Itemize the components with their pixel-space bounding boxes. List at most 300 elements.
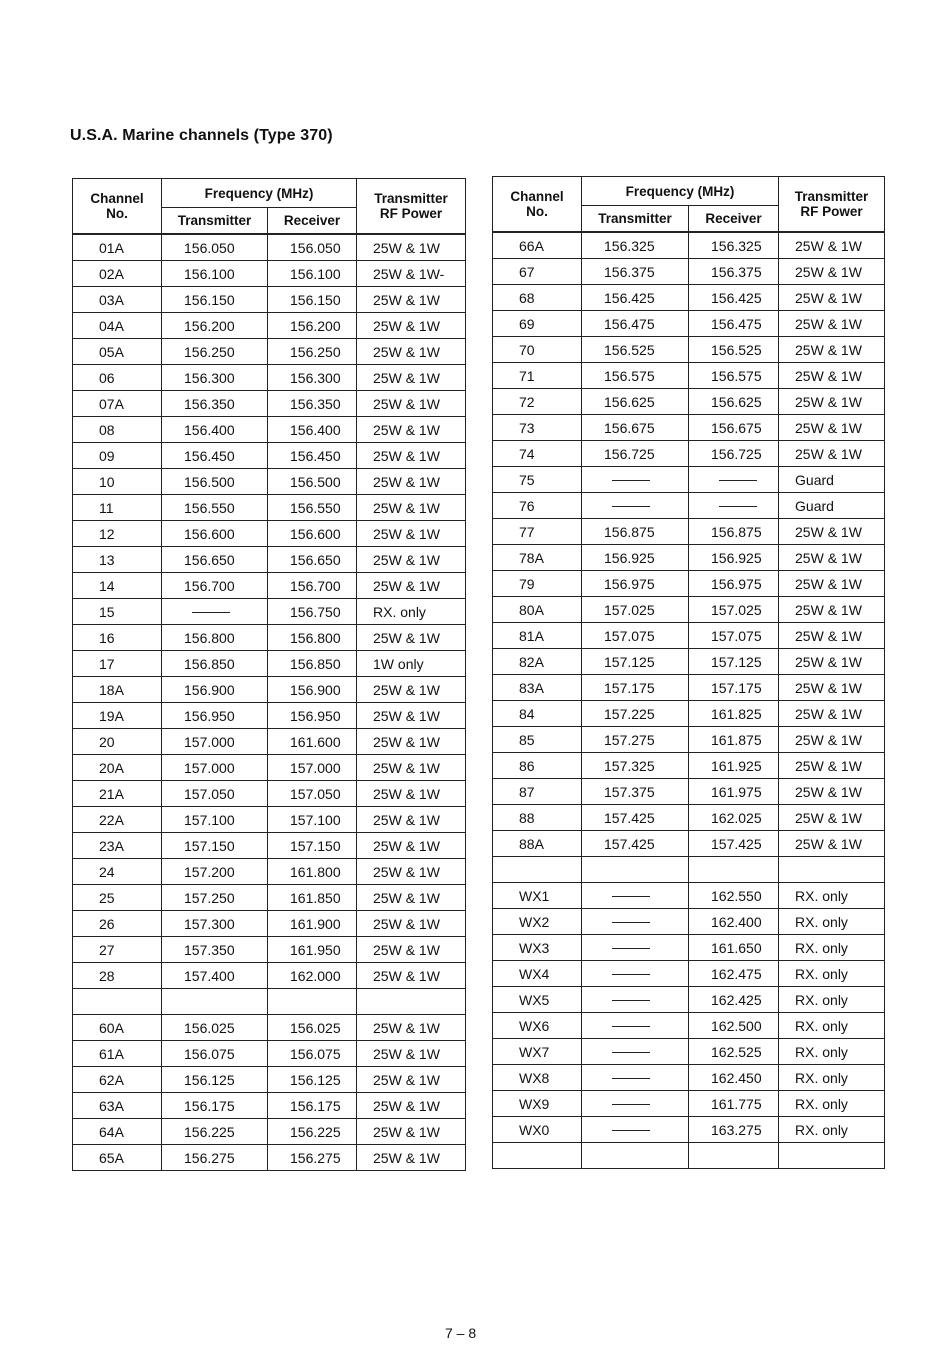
transmitter-cell: 156.150: [162, 287, 268, 313]
transmitter-cell: [582, 1039, 689, 1065]
table-row: [493, 441, 885, 467]
table-row: [493, 753, 885, 779]
transmitter-cell: [582, 493, 689, 519]
power-cell: 25W & 1W: [357, 1093, 466, 1119]
table-row: [493, 1039, 885, 1065]
transmitter-cell: 156.100: [162, 261, 268, 287]
transmitter-cell: 157.000: [162, 729, 268, 755]
header-power-line1: Transmitter: [794, 189, 869, 204]
header-frequency: Frequency (MHz): [582, 177, 779, 206]
power-cell: 25W & 1W: [779, 805, 885, 831]
channel-cell: 82A: [493, 649, 582, 675]
table-row: [493, 519, 885, 545]
channel-cell: 81A: [493, 623, 582, 649]
power-cell: RX. only: [779, 935, 885, 961]
dash-mark: [612, 506, 650, 507]
channel-cell: 76: [493, 493, 582, 519]
table-row: [73, 963, 466, 989]
table-row: [493, 857, 885, 883]
receiver-cell: 156.875: [689, 519, 779, 545]
transmitter-cell: 156.250: [162, 339, 268, 365]
channel-cell: WX3: [493, 935, 582, 961]
header-frequency: Frequency (MHz): [162, 179, 357, 208]
transmitter-cell: 157.175: [582, 675, 689, 701]
channel-cell: [493, 857, 582, 883]
table-row: [493, 259, 885, 285]
receiver-cell: 156.975: [689, 571, 779, 597]
dash-mark: [719, 506, 757, 507]
transmitter-cell: 157.250: [162, 885, 268, 911]
channel-cell: 22A: [73, 807, 162, 833]
transmitter-cell: [582, 1091, 689, 1117]
transmitter-cell: 157.050: [162, 781, 268, 807]
power-cell: RX. only: [779, 1117, 885, 1143]
receiver-cell: 156.275: [268, 1145, 357, 1171]
transmitter-cell: 157.325: [582, 753, 689, 779]
table-row: [73, 1015, 466, 1041]
transmitter-cell: 156.975: [582, 571, 689, 597]
table-row: [493, 493, 885, 519]
power-cell: 25W & 1W: [779, 831, 885, 857]
table-row: [73, 547, 466, 573]
channel-cell: 80A: [493, 597, 582, 623]
receiver-cell: 156.725: [689, 441, 779, 467]
transmitter-cell: [162, 599, 268, 625]
power-cell: RX. only: [779, 1039, 885, 1065]
receiver-cell: 156.050: [268, 234, 357, 261]
table-row: [493, 649, 885, 675]
receiver-cell: 156.250: [268, 339, 357, 365]
transmitter-cell: 157.000: [162, 755, 268, 781]
receiver-cell: 156.650: [268, 547, 357, 573]
transmitter-cell: [582, 909, 689, 935]
power-cell: [357, 989, 466, 1015]
receiver-cell: 162.550: [689, 883, 779, 909]
header-transmitter: Transmitter: [582, 206, 689, 233]
power-cell: 25W & 1W: [779, 727, 885, 753]
power-cell: RX. only: [779, 1065, 885, 1091]
table-row: [493, 1065, 885, 1091]
receiver-cell: 156.350: [268, 391, 357, 417]
header-channel-no: No.: [526, 204, 548, 219]
channel-cell: [493, 1143, 582, 1169]
table-row: [73, 1067, 466, 1093]
channel-cell: 11: [73, 495, 162, 521]
transmitter-cell: [582, 467, 689, 493]
receiver-cell: 162.000: [268, 963, 357, 989]
transmitter-cell: 156.850: [162, 651, 268, 677]
table-row: [493, 1091, 885, 1117]
header-receiver: Receiver: [268, 208, 357, 235]
power-cell: 25W & 1W: [357, 807, 466, 833]
transmitter-cell: 156.575: [582, 363, 689, 389]
receiver-cell: [689, 1143, 779, 1169]
table-row: [73, 989, 466, 1015]
channel-cell: WX8: [493, 1065, 582, 1091]
channel-cell: 83A: [493, 675, 582, 701]
power-cell: 25W & 1W: [779, 545, 885, 571]
transmitter-cell: 157.025: [582, 597, 689, 623]
channel-cell: 17: [73, 651, 162, 677]
receiver-cell: 162.525: [689, 1039, 779, 1065]
receiver-cell: [689, 493, 779, 519]
channel-cell: 10: [73, 469, 162, 495]
power-cell: 25W & 1W: [357, 1145, 466, 1171]
transmitter-cell: 156.725: [582, 441, 689, 467]
table-row: [493, 415, 885, 441]
table-row: [73, 339, 466, 365]
table-row: [493, 961, 885, 987]
transmitter-cell: 156.425: [582, 285, 689, 311]
transmitter-cell: 157.300: [162, 911, 268, 937]
transmitter-cell: 156.700: [162, 573, 268, 599]
channel-cell: 65A: [73, 1145, 162, 1171]
transmitter-cell: 156.550: [162, 495, 268, 521]
receiver-cell: 162.025: [689, 805, 779, 831]
table-row: [73, 287, 466, 313]
table-row: [493, 987, 885, 1013]
dash-mark: [612, 922, 650, 923]
channel-cell: 25: [73, 885, 162, 911]
channel-cell: WX5: [493, 987, 582, 1013]
power-cell: 25W & 1W: [357, 443, 466, 469]
dash-mark: [612, 1026, 650, 1027]
power-cell: Guard: [779, 493, 885, 519]
receiver-cell: 156.150: [268, 287, 357, 313]
channel-table-right-body: [493, 232, 885, 1169]
channel-cell: 15: [73, 599, 162, 625]
power-cell: 25W & 1W-: [357, 261, 466, 287]
channel-cell: WX4: [493, 961, 582, 987]
power-cell: 25W & 1W: [779, 519, 885, 545]
transmitter-cell: 157.425: [582, 831, 689, 857]
table-row: [493, 571, 885, 597]
receiver-cell: 156.100: [268, 261, 357, 287]
receiver-cell: 156.625: [689, 389, 779, 415]
receiver-cell: 156.225: [268, 1119, 357, 1145]
receiver-cell: 163.275: [689, 1117, 779, 1143]
receiver-cell: 157.025: [689, 597, 779, 623]
receiver-cell: 161.600: [268, 729, 357, 755]
transmitter-cell: 157.100: [162, 807, 268, 833]
receiver-cell: 156.375: [689, 259, 779, 285]
transmitter-cell: 156.900: [162, 677, 268, 703]
power-cell: 25W & 1W: [357, 521, 466, 547]
transmitter-cell: 156.925: [582, 545, 689, 571]
transmitter-cell: 156.025: [162, 1015, 268, 1041]
header-power-line1: Transmitter: [374, 191, 448, 206]
channel-cell: 05A: [73, 339, 162, 365]
table-row: [73, 443, 466, 469]
power-cell: Guard: [779, 467, 885, 493]
channel-cell: 60A: [73, 1015, 162, 1041]
receiver-cell: 161.850: [268, 885, 357, 911]
table-row: [73, 651, 466, 677]
power-cell: 25W & 1W: [357, 937, 466, 963]
channel-cell: 26: [73, 911, 162, 937]
table-row: [73, 755, 466, 781]
table-row: [493, 935, 885, 961]
power-cell: 25W & 1W: [779, 701, 885, 727]
power-cell: 25W & 1W: [357, 495, 466, 521]
table-row: [493, 1013, 885, 1039]
channel-cell: 27: [73, 937, 162, 963]
channel-cell: 18A: [73, 677, 162, 703]
channel-cell: 08: [73, 417, 162, 443]
transmitter-cell: 156.050: [162, 234, 268, 261]
power-cell: RX. only: [779, 883, 885, 909]
power-cell: [779, 1143, 885, 1169]
receiver-cell: 162.400: [689, 909, 779, 935]
table-row: [493, 883, 885, 909]
power-cell: 25W & 1W: [357, 703, 466, 729]
receiver-cell: 157.150: [268, 833, 357, 859]
table-row: [73, 599, 466, 625]
channel-cell: 87: [493, 779, 582, 805]
receiver-cell: 157.125: [689, 649, 779, 675]
transmitter-cell: 156.625: [582, 389, 689, 415]
power-cell: 25W & 1W: [357, 469, 466, 495]
dash-mark: [612, 1104, 650, 1105]
transmitter-cell: 156.800: [162, 625, 268, 651]
power-cell: 25W & 1W: [357, 885, 466, 911]
receiver-cell: 156.425: [689, 285, 779, 311]
table-row: [493, 831, 885, 857]
header-channel-label: Channel: [90, 191, 144, 206]
power-cell: 25W & 1W: [357, 339, 466, 365]
power-cell: 25W & 1W: [357, 313, 466, 339]
transmitter-cell: 156.400: [162, 417, 268, 443]
power-cell: 25W & 1W: [357, 287, 466, 313]
channel-cell: 70: [493, 337, 582, 363]
header-channel-no: No.: [106, 206, 128, 221]
table-row: [73, 885, 466, 911]
channel-cell: 63A: [73, 1093, 162, 1119]
receiver-cell: 156.850: [268, 651, 357, 677]
transmitter-cell: 157.150: [162, 833, 268, 859]
channel-cell: WX6: [493, 1013, 582, 1039]
channel-cell: 61A: [73, 1041, 162, 1067]
receiver-cell: 156.125: [268, 1067, 357, 1093]
table-row: [73, 859, 466, 885]
table-row: [73, 625, 466, 651]
transmitter-cell: 156.350: [162, 391, 268, 417]
receiver-cell: 161.975: [689, 779, 779, 805]
receiver-cell: 161.825: [689, 701, 779, 727]
transmitter-cell: 156.675: [582, 415, 689, 441]
transmitter-cell: 156.450: [162, 443, 268, 469]
receiver-cell: 162.500: [689, 1013, 779, 1039]
transmitter-cell: [582, 987, 689, 1013]
table-row: [73, 521, 466, 547]
transmitter-cell: 156.375: [582, 259, 689, 285]
table-row: [493, 727, 885, 753]
power-cell: 25W & 1W: [357, 417, 466, 443]
table-row: [493, 311, 885, 337]
page-number: 7 – 8: [445, 1325, 477, 1341]
power-cell: 25W & 1W: [779, 441, 885, 467]
table-row: [73, 391, 466, 417]
receiver-cell: 156.675: [689, 415, 779, 441]
power-cell: 25W & 1W: [357, 625, 466, 651]
transmitter-cell: 156.200: [162, 313, 268, 339]
channel-cell: 67: [493, 259, 582, 285]
transmitter-cell: [582, 1013, 689, 1039]
receiver-cell: 156.400: [268, 417, 357, 443]
table-row: [73, 1041, 466, 1067]
power-cell: 25W & 1W: [357, 1041, 466, 1067]
receiver-cell: 161.900: [268, 911, 357, 937]
transmitter-cell: 157.375: [582, 779, 689, 805]
transmitter-cell: 156.875: [582, 519, 689, 545]
receiver-cell: [268, 989, 357, 1015]
power-cell: 25W & 1W: [357, 573, 466, 599]
receiver-cell: 161.800: [268, 859, 357, 885]
receiver-cell: 156.450: [268, 443, 357, 469]
channel-cell: WX9: [493, 1091, 582, 1117]
channel-cell: 72: [493, 389, 582, 415]
receiver-cell: 161.950: [268, 937, 357, 963]
channel-cell: 62A: [73, 1067, 162, 1093]
table-row: [493, 909, 885, 935]
transmitter-cell: [582, 961, 689, 987]
table-row: [73, 703, 466, 729]
channel-cell: 88: [493, 805, 582, 831]
channel-table-left: [72, 178, 466, 1171]
power-cell: 25W & 1W: [779, 363, 885, 389]
power-cell: 25W & 1W: [779, 389, 885, 415]
channel-cell: 85: [493, 727, 582, 753]
receiver-cell: 156.300: [268, 365, 357, 391]
transmitter-cell: 156.475: [582, 311, 689, 337]
table-row: [493, 805, 885, 831]
transmitter-cell: [162, 989, 268, 1015]
channel-cell: 09: [73, 443, 162, 469]
power-cell: RX. only: [779, 1091, 885, 1117]
transmitter-cell: 157.075: [582, 623, 689, 649]
transmitter-cell: 156.225: [162, 1119, 268, 1145]
transmitter-cell: 157.225: [582, 701, 689, 727]
table-row: [493, 1143, 885, 1169]
receiver-cell: 156.575: [689, 363, 779, 389]
power-cell: 25W & 1W: [779, 415, 885, 441]
receiver-cell: 162.450: [689, 1065, 779, 1091]
receiver-cell: 162.425: [689, 987, 779, 1013]
power-cell: 25W & 1W: [779, 337, 885, 363]
transmitter-cell: [582, 1065, 689, 1091]
power-cell: [779, 857, 885, 883]
transmitter-cell: 157.350: [162, 937, 268, 963]
channel-cell: 68: [493, 285, 582, 311]
dash-mark: [719, 480, 757, 481]
power-cell: 25W & 1W: [357, 833, 466, 859]
receiver-cell: 156.600: [268, 521, 357, 547]
power-cell: 25W & 1W: [779, 597, 885, 623]
transmitter-cell: [582, 1143, 689, 1169]
dash-mark: [612, 974, 650, 975]
transmitter-cell: 156.500: [162, 469, 268, 495]
power-cell: 25W & 1W: [357, 1119, 466, 1145]
transmitter-cell: 156.950: [162, 703, 268, 729]
transmitter-cell: 157.425: [582, 805, 689, 831]
receiver-cell: 156.950: [268, 703, 357, 729]
channel-cell: 13: [73, 547, 162, 573]
power-cell: 25W & 1W: [779, 623, 885, 649]
receiver-cell: 157.100: [268, 807, 357, 833]
receiver-cell: 156.200: [268, 313, 357, 339]
transmitter-cell: [582, 1117, 689, 1143]
table-row: [73, 573, 466, 599]
channel-cell: 20A: [73, 755, 162, 781]
channel-cell: 71: [493, 363, 582, 389]
table-row: [73, 781, 466, 807]
table-row: [73, 1119, 466, 1145]
channel-cell: 77: [493, 519, 582, 545]
receiver-cell: 157.175: [689, 675, 779, 701]
header-channel-label: Channel: [510, 189, 564, 204]
power-cell: 25W & 1W: [779, 311, 885, 337]
power-cell: 25W & 1W: [357, 859, 466, 885]
power-cell: 25W & 1W: [779, 285, 885, 311]
transmitter-cell: 156.650: [162, 547, 268, 573]
power-cell: 25W & 1W: [779, 779, 885, 805]
receiver-cell: 156.475: [689, 311, 779, 337]
receiver-cell: 156.075: [268, 1041, 357, 1067]
power-cell: 25W & 1W: [779, 675, 885, 701]
table-row: [73, 313, 466, 339]
power-cell: 25W & 1W: [357, 677, 466, 703]
channel-cell: 04A: [73, 313, 162, 339]
power-cell: 25W & 1W: [357, 911, 466, 937]
receiver-cell: 161.775: [689, 1091, 779, 1117]
channel-cell: 02A: [73, 261, 162, 287]
table-row: [493, 285, 885, 311]
table-row: [493, 363, 885, 389]
header-receiver: Receiver: [689, 206, 779, 233]
power-cell: 25W & 1W: [357, 729, 466, 755]
channel-cell: 07A: [73, 391, 162, 417]
table-row: [73, 729, 466, 755]
channel-cell: [73, 989, 162, 1015]
transmitter-cell: 156.125: [162, 1067, 268, 1093]
power-cell: 25W & 1W: [357, 963, 466, 989]
header-power: [779, 177, 885, 233]
receiver-cell: 156.750: [268, 599, 357, 625]
receiver-cell: 156.800: [268, 625, 357, 651]
power-cell: RX. only: [779, 909, 885, 935]
transmitter-cell: 156.175: [162, 1093, 268, 1119]
dash-mark: [612, 480, 650, 481]
power-cell: RX. only: [357, 599, 466, 625]
power-cell: 25W & 1W: [357, 365, 466, 391]
channel-cell: 66A: [493, 232, 582, 259]
channel-cell: 64A: [73, 1119, 162, 1145]
header-transmitter: Transmitter: [162, 208, 268, 235]
power-cell: 25W & 1W: [357, 391, 466, 417]
table-row: [493, 1117, 885, 1143]
table-row: [493, 389, 885, 415]
receiver-cell: 156.525: [689, 337, 779, 363]
transmitter-cell: 157.125: [582, 649, 689, 675]
table-row: [493, 675, 885, 701]
dash-mark: [612, 1078, 650, 1079]
channel-cell: 69: [493, 311, 582, 337]
channel-cell: 79: [493, 571, 582, 597]
dash-mark: [612, 896, 650, 897]
channel-cell: WX2: [493, 909, 582, 935]
dash-mark: [612, 1000, 650, 1001]
table-row: [73, 677, 466, 703]
